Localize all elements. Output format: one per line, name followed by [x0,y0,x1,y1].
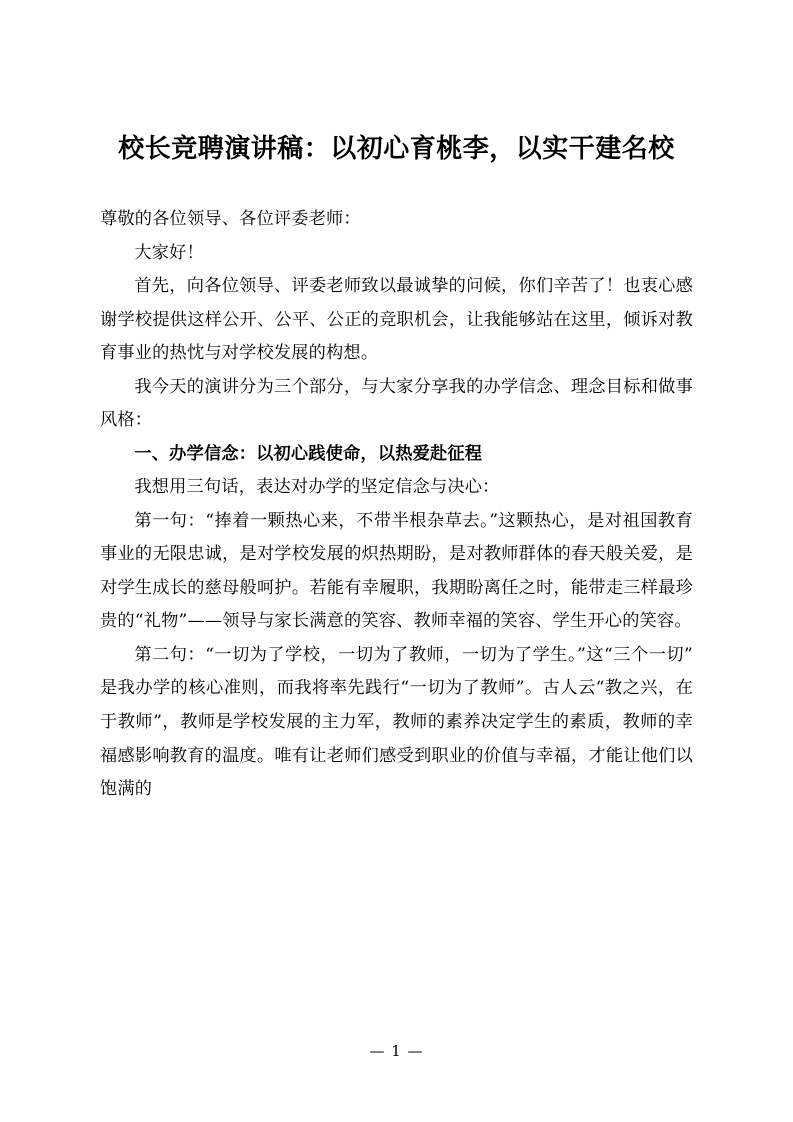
paragraph-greeting: 大家好！ [134,242,204,263]
document-body [100,203,693,807]
paragraph-sentence-one: 第一句：“捧着一颗热心来，不带半根杂草去。”这颗热心，是对祖国教育事业的无限忠诚，是对学校发展的炽热期盼，是对教师群体的春天般关爱，是对学生成长的慈母般呵护。若能有幸履职，我期盼离任之时，能带走三样最珍贵的“礼物”——领导与家长满意的笑容、教师幸福的笑容、学生开心的笑容。 [100,510,693,632]
section-heading-one: 一、办学信念：以初心践使命，以热爱赴征程 [134,443,483,464]
paragraph-sentence-two: 第二句：“一切为了学校，一切为了教师，一切为了学生。”这“三个一切”是我办学的核心准则，而我将率先践行“一切为了教师”。古人云“教之兴，在于教师”，教师是学校发展的主力军，教师的素养决定学生的素质，教师的幸福感影响教育的温度。唯有让老师们感受到职业的价值与幸福，才能让他们以饱满的 [100,644,693,800]
paragraph-salutation: 尊敬的各位领导、各位评委老师： [100,209,361,229]
paragraph-three-sentences-intro: 我想用三句话，表达对办学的坚定信念与决心： [134,477,500,498]
paragraph-thanks: 首先，向各位领导、评委老师致以最诚挚的问候，你们辛苦了！也衷心感谢学校提供这样公开、公平、公正的竞职机会，让我能够站在这里，倾诉对教育事业的热忱与对学校发展的构想。 [100,276,693,364]
page-number: — 1 — [369,1042,424,1060]
paragraph-outline: 我今天的演讲分为三个部分，与大家分享我的办学信念、理念目标和做事风格： [100,376,693,431]
page-title: 校长竞聘演讲稿：以初心育桃李，以实干建名校 [118,134,675,164]
